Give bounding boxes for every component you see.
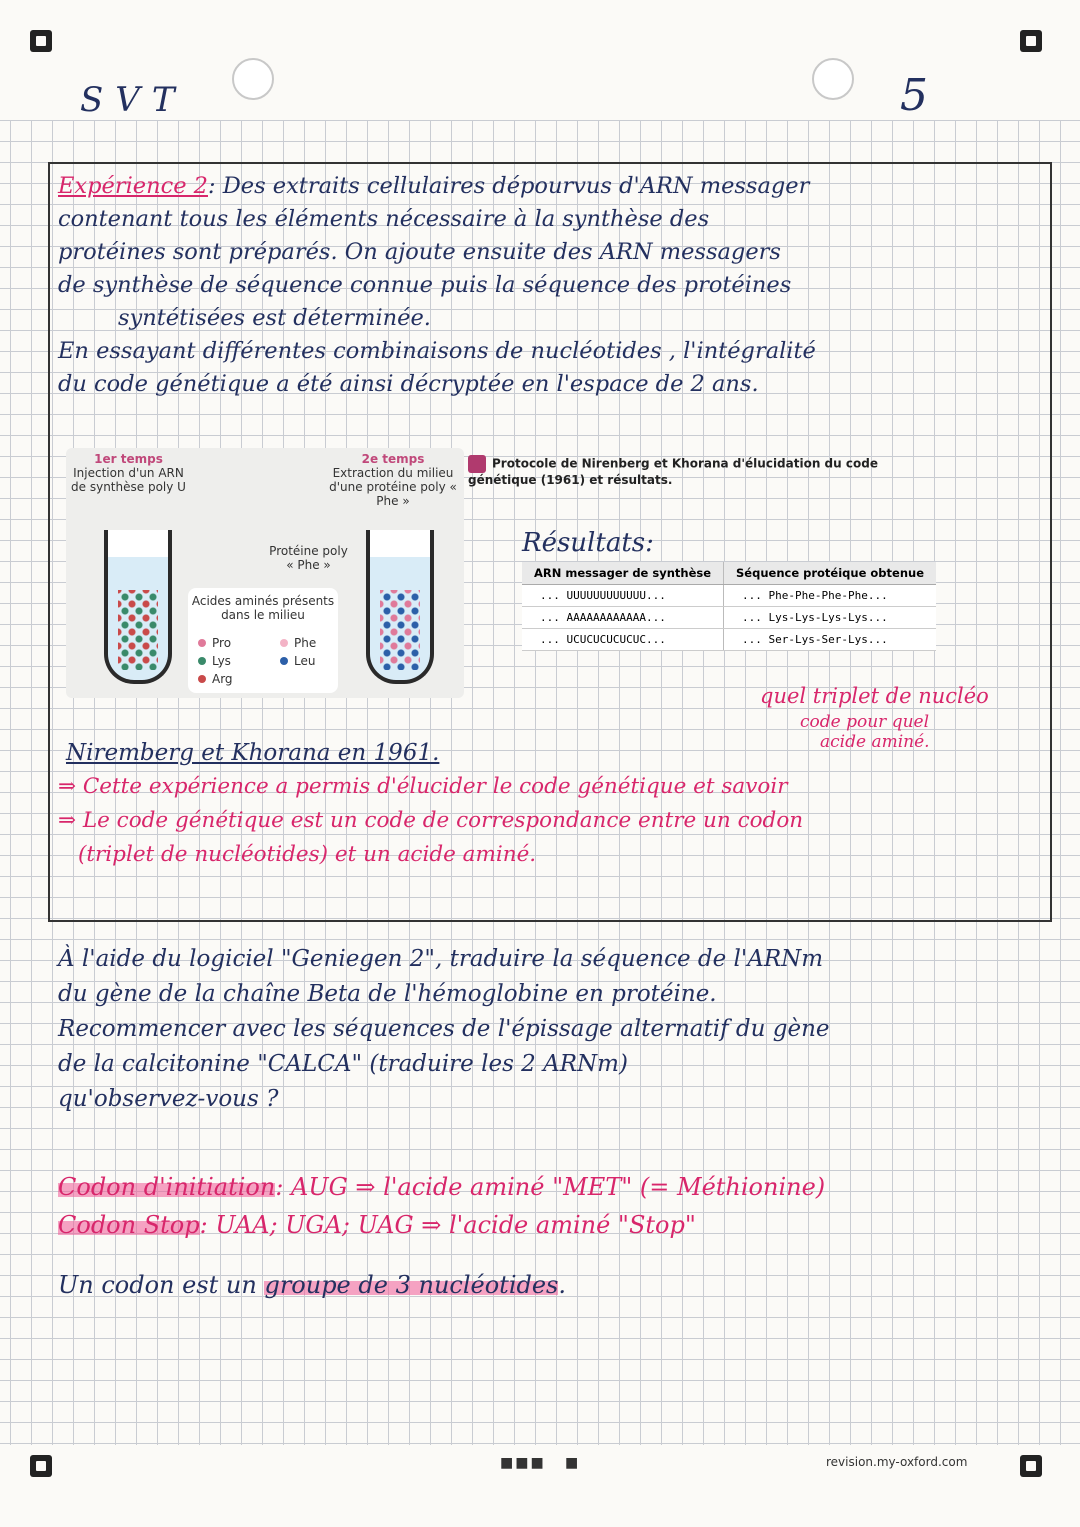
subject-title: SVT: [80, 80, 187, 120]
text-line: En essayant différentes combinaisons de nucléotides , l'intégralité: [58, 338, 816, 364]
codon-init-label: Codon d'initiation: [58, 1173, 276, 1201]
text-line: contenant tous les éléments nécessaire à la synthèse des: [58, 206, 710, 232]
table-row: [522, 607, 936, 629]
codon-stop-label: Codon Stop: [58, 1211, 200, 1239]
test-tube-2: [366, 530, 434, 684]
text-line: : Des extraits cellulaires dépourvus d'ARN messager: [207, 173, 810, 199]
corner-marker-icon: [30, 30, 52, 52]
figure-time2: 2e temps Extraction du milieu d'une protéine poly « Phe »: [329, 452, 457, 508]
table-cell: ... Phe-Phe-Phe-Phe...: [724, 585, 936, 607]
table-cell: ... Lys-Lys-Lys-Lys...: [724, 607, 936, 629]
exercise-line: de la calcitonine "CALCA" (traduire les 2 ARNm): [58, 1051, 628, 1077]
lys-dot-icon: [198, 657, 206, 665]
codon-def-highlight: groupe de 3 nucléotides: [264, 1271, 559, 1299]
table-cell: ... Ser-Lys-Ser-Lys...: [724, 629, 936, 651]
text-line: protéines sont préparés. On ajoute ensuite des ARN messagers: [58, 239, 781, 265]
corner-marker-icon: [1020, 1455, 1042, 1477]
table-cell: ... UUUUUUUUUUUU...: [522, 585, 724, 607]
column-header: Séquence protéique obtenue: [724, 562, 936, 585]
codon-def-prefix: Un codon est un: [58, 1271, 257, 1299]
exercise-line: du gène de la chaîne Beta de l'hémoglobine en protéine.: [58, 981, 717, 1007]
column-header: ARN messager de synthèse: [522, 562, 724, 585]
figure-caption: Protocole de Nirenberg et Khorana d'élucidation du code génétique (1961) et résultats.: [468, 456, 878, 487]
leu-dot-icon: [280, 657, 288, 665]
figure-time1: 1er temps Injection d'un ARN de synthèse poly U: [71, 452, 186, 494]
legend-item: Pro: [198, 636, 231, 650]
pro-dot-icon: [198, 639, 206, 647]
codon-init-text: : AUG ⇒ l'acide aminé "MET" (= Méthionine): [275, 1173, 826, 1201]
conclusion-line: (triplet de nucléotides) et un acide aminé.: [78, 842, 537, 867]
binder-hole: [232, 58, 274, 100]
page-number: 5: [900, 70, 928, 121]
table-header-row: [522, 562, 936, 585]
table-row: [522, 629, 936, 651]
exercise-line: À l'aide du logiciel "Geniegen 2", traduire la séquence de l'ARNm: [58, 946, 824, 972]
conclusion-line: ⇒ Cette expérience a permis d'élucider le code génétique et savoir: [58, 774, 788, 799]
table-row: [522, 585, 936, 607]
page-marker: ■■■ ■: [500, 1455, 581, 1471]
exercise-line: Recommencer avec les séquences de l'épissage alternatif du gène: [58, 1016, 830, 1042]
table-cell: ... UCUCUCUCUCUC...: [522, 629, 724, 651]
text-line: du code génétique a été ainsi décryptée en l'espace de 2 ans.: [58, 371, 759, 397]
binder-hole: [812, 58, 854, 100]
codon-notes: [58, 1168, 1048, 1304]
table-cell: ... AAAAAAAAAAAA...: [522, 607, 724, 629]
legend-item: Arg: [198, 672, 233, 686]
text-line: de synthèse de séquence connue puis la séquence des protéines: [58, 272, 792, 298]
legend-title: Acides aminés présents dans le milieu: [191, 594, 335, 622]
annotation-note: acide aminé.: [820, 732, 930, 752]
caption-badge-icon: [468, 455, 486, 473]
annotation-note: code pour quel: [800, 712, 930, 732]
phe-dot-icon: [280, 639, 288, 647]
test-tube-1: [104, 530, 172, 684]
text-line: syntétisées est déterminée.: [118, 305, 431, 331]
protein-label: Protéine poly « Phe »: [269, 544, 348, 572]
conclusion-line: ⇒ Le code génétique est un code de correspondance entre un codon: [58, 808, 804, 833]
amino-acid-legend: [188, 588, 338, 693]
exercise-text: [58, 942, 1048, 1117]
codon-stop-text: : UAA; UGA; UAG ⇒ l'acide aminé "Stop": [199, 1211, 696, 1239]
results-label: Résultats:: [522, 528, 654, 558]
corner-marker-icon: [30, 1455, 52, 1477]
website-footer: revision.my-oxford.com: [826, 1455, 968, 1469]
experience-text: [58, 170, 1048, 401]
corner-marker-icon: [1020, 30, 1042, 52]
codon-def-suffix: .: [558, 1271, 567, 1299]
legend-item: Lys: [198, 654, 231, 668]
results-table: [522, 562, 936, 651]
legend-item: Leu: [280, 654, 315, 668]
annotation-note: quel triplet de nucléo: [760, 684, 989, 708]
arg-dot-icon: [198, 675, 206, 683]
conclusion-text: [58, 732, 1048, 872]
experience-title: Expérience 2: [58, 173, 208, 199]
legend-item: Phe: [280, 636, 316, 650]
conclusion-line: Niremberg et Khorana en 1961.: [66, 740, 440, 766]
exercise-line: qu'observez-vous ?: [58, 1086, 279, 1112]
